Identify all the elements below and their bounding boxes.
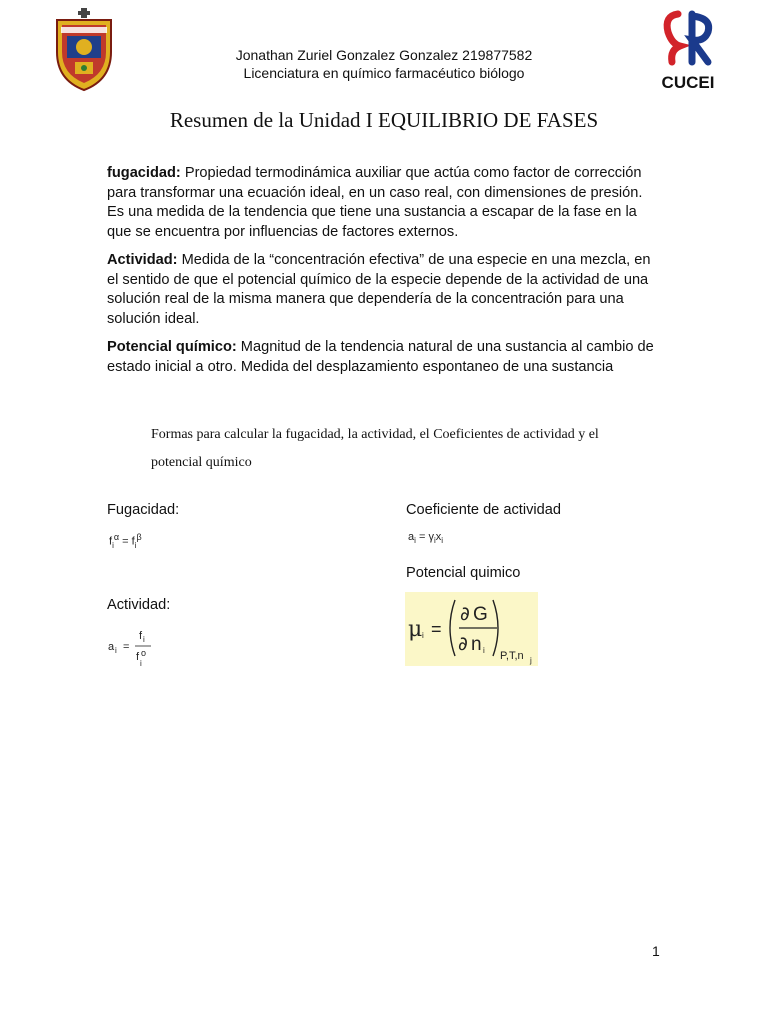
- definition-actividad: [107, 251, 663, 329]
- cucei-logo-text: CUCEI: [661, 73, 715, 92]
- page-title: Resumen de la Unidad I EQUILIBRIO DE FASES: [169, 108, 599, 132]
- svg-text:∂: ∂: [460, 603, 470, 625]
- svg-text:G: G: [473, 604, 488, 625]
- svg-text:i: i: [115, 646, 117, 655]
- definition-text: Propiedad termodinámica auxiliar que actúa como factor de corrección para transformar una ecuación ideal, en un caso real, con dimensiones de presión. Es una medida de la tendencia que tiene una sustancia a escapar de la fase en la que se encuentra por influencias de factores externos.: [107, 165, 643, 240]
- svg-text:f: f: [136, 651, 140, 663]
- author-line: Jonathan Zuriel Gonzalez Gonzalez 219877582: [235, 47, 533, 63]
- svg-text:μ: μ: [408, 617, 423, 642]
- definition-text: Medida de la “concentración efectiva” de una especie en una mezcla, en el sentido de que el potencial químico de la especie depende de la actividad de una solución real de la misma manera que dependería de la concentración para una solución ideal.: [107, 252, 651, 327]
- career-line: Licenciatura en químico farmacéutico biólogo: [243, 65, 525, 81]
- svg-text:j: j: [530, 656, 532, 665]
- label-actividad: Actividad:: [107, 597, 171, 613]
- svg-text:i: i: [143, 635, 145, 644]
- forms-heading: Formas para calcular la fugacidad, la actividad, el Coeficientes de actividad y el potencial químico: [151, 427, 599, 470]
- cucei-logo: [660, 10, 716, 92]
- svg-text:i: i: [140, 659, 142, 668]
- page-number: 1: [652, 943, 660, 959]
- term-potencial: Potencial químico:: [107, 339, 237, 355]
- equation-fugacidad: $f_i^\alpha = f_i^\beta$: [109, 532, 142, 550]
- definition-fugacidad: [107, 164, 663, 242]
- svg-text:a: a: [108, 641, 115, 653]
- svg-text:o: o: [141, 648, 147, 658]
- definition-potencial: [107, 338, 663, 377]
- udg-seal-logo: [53, 8, 115, 92]
- equation-actividad: [108, 624, 168, 672]
- label-potencial: Potencial quimico: [406, 565, 521, 581]
- svg-text:P,T,n: P,T,n: [500, 650, 524, 662]
- label-coeficiente: Coeficiente de actividad: [406, 502, 561, 518]
- svg-text:f: f: [139, 630, 143, 642]
- svg-text:n: n: [471, 634, 482, 655]
- svg-text:i: i: [483, 646, 485, 655]
- svg-text:=: =: [123, 641, 130, 653]
- svg-text:∂: ∂: [458, 633, 468, 655]
- term-actividad: Actividad:: [107, 252, 178, 268]
- equation-potencial: [405, 592, 538, 666]
- equation-coeficiente: $a_i = \gamma_ix_i$: [408, 531, 444, 546]
- label-fugacidad: Fugacidad:: [107, 502, 180, 518]
- svg-text:i: i: [422, 631, 424, 640]
- svg-text:=: =: [431, 619, 442, 639]
- term-fugacidad: fugacidad:: [107, 165, 181, 181]
- definition-text: Magnitud de la tendencia natural de una sustancia al cambio de estado inicial a otro. Medida del desplazamiento espontaneo de una sustancia: [107, 339, 654, 375]
